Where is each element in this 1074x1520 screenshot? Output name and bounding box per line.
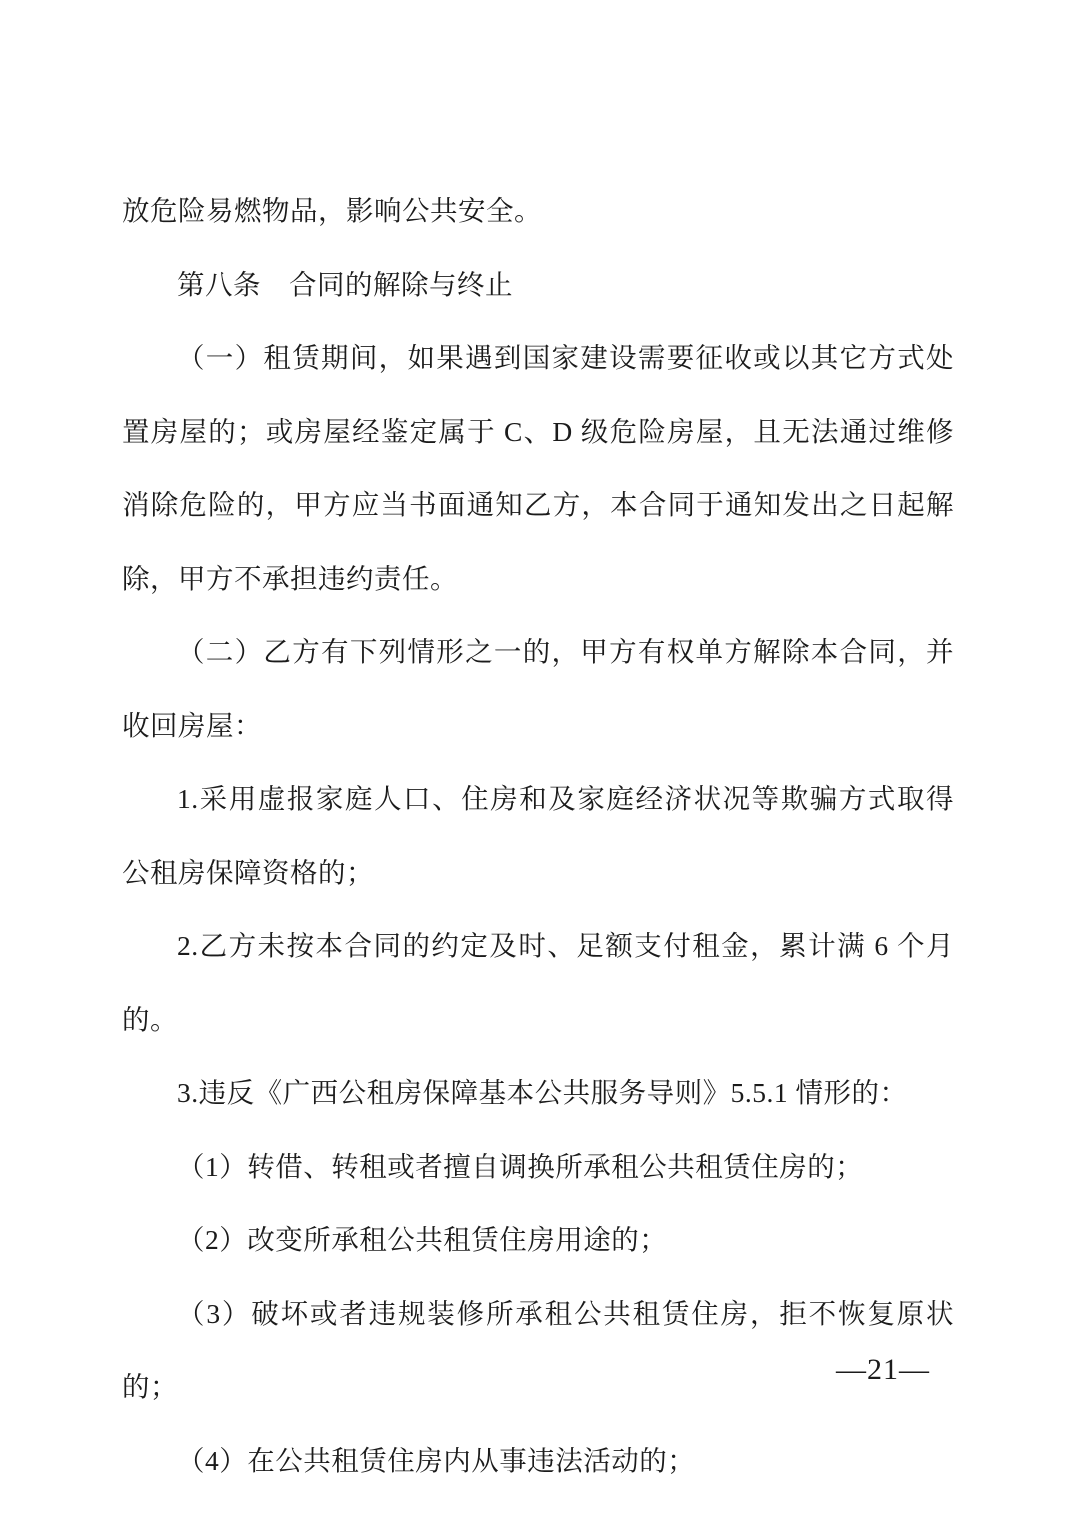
contract-paragraph-sub-1: 1.采用虚报家庭人口、住房和及家庭经济状况等欺骗方式取得公租房保障资格的； (122, 783, 954, 888)
continuation-paragraph: 放危险易燃物品，影响公共安全。 (122, 195, 542, 226)
contract-paragraph-sub-3-4: （4）在公共租赁住房内从事违法活动的； (177, 1444, 696, 1476)
contract-paragraph-sub-3-2: （2）改变所承租公共租赁住房用途的； (177, 1224, 668, 1255)
contract-paragraph-item-1: （一）租赁期间，如果遇到国家建设需要征收或以其它方式处置房屋的；或房屋经鉴定属于 C、D 级危险房屋，且无法通过维修消除危险的，甲方应当书面通知乙方，本合同于通知发出之日起解除，甲方不承担违约责任。 (122, 342, 954, 594)
contract-paragraph-sub-2: 2.乙方未按本合同的约定及时、足额支付租金，累计满 6 个月的。 (122, 930, 954, 1035)
section-heading: 第八条 合同的解除与终止 (177, 268, 513, 300)
contract-paragraph-sub-3-3: （3）破坏或者违规装修所承租公共租赁住房，拒不恢复原状的； (122, 1297, 954, 1402)
document-body (122, 174, 954, 1497)
page-number: —21— (836, 1353, 930, 1386)
contract-paragraph-sub-3: 3.违反《广西公租房保障基本公共服务导则》5.5.1 情形的： (177, 1077, 908, 1108)
contract-paragraph-sub-3-1: （1）转借、转租或者擅自调换所承租公共租赁住房的； (177, 1150, 864, 1182)
contract-paragraph-item-2: （二）乙方有下列情形之一的，甲方有权单方解除本合同，并收回房屋： (122, 636, 954, 741)
